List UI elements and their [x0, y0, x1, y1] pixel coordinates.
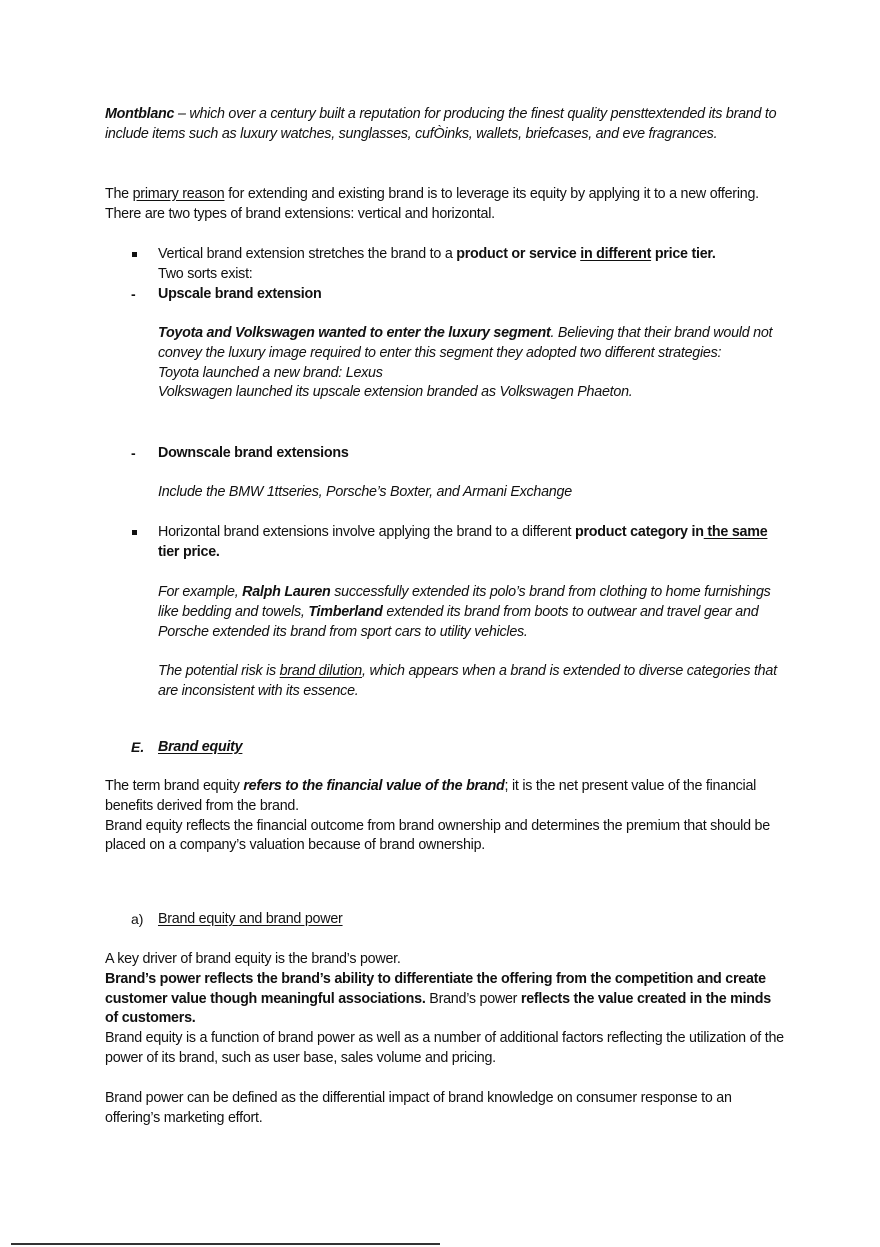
brand-dilution-risk: The potential risk is brand dilution, which appears when a brand is extended to diverse categories that are inconsistent with its essence. [158, 663, 777, 699]
square-bullet-icon [132, 252, 137, 257]
horizontal-example: For example, Ralph Lauren successfully extended its polo’s brand from clothing to home furnishings like bedding and towels, Timberland extended its brand from boots to outwear and travel gear and Porsche extended its brand from sport cars to utility vehicles. [158, 584, 771, 640]
dash-bullet-icon: - [131, 286, 136, 302]
section-e-title: Brand equity [158, 739, 243, 755]
montblanc-paragraph: Montblanc – which over a century built a reputation for producing the finest quality pensttextended its brand to include items such as luxury watches, sunglasses, cufÒinks, wallets, briefcases, and eve fragrances. [105, 106, 777, 142]
montblanc-brand: Montblanc [105, 106, 175, 122]
upscale-example: Toyota and Volkswagen wanted to enter the luxury segment. Believing that their brand would not convey the luxury image required to enter this segment they adopted two different strategies: Toyota launched a new brand: Lexus Volkswagen launched its upscale extension branded as Volkswagen Phaeton. [158, 325, 773, 401]
downscale-heading: Downscale brand extensions [158, 445, 349, 461]
upscale-heading: Upscale brand extension [158, 286, 322, 302]
dash-bullet-icon: - [131, 445, 136, 461]
horizontal-extension-item: Horizontal brand extensions involve applying the brand to a different product category in the same tier price. [158, 524, 768, 560]
subsection-a-title: Brand equity and brand power [158, 911, 343, 927]
downscale-example: Include the BMW 1ttseries, Porsche’s Boxter, and Armani Exchange [158, 484, 572, 500]
section-e-label: E. [131, 739, 145, 755]
brand-power-paragraph: A key driver of brand equity is the brand’s power. Brand’s power reflects the brand’s ability to differentiate the offering from the competition and create customer value though meaningful associations. Brand’s power reflects the value created in the minds of customers. Brand equity is a function of brand power as well as a number of additional factors reflecting the utilization of the power of its brand, such as user base, sales volume and pricing. [105, 951, 784, 1066]
primary-reason-paragraph: The primary reason for extending and existing brand is to leverage its equity by applying it to a new offering. There are two types of brand extensions: vertical and horizontal. [105, 186, 759, 222]
brand-power-definition: Brand power can be defined as the differential impact of brand knowledge on consumer response to an offering’s marketing effort. [105, 1090, 732, 1126]
square-bullet-icon [132, 530, 137, 535]
vertical-extension-item: Vertical brand extension stretches the brand to a product or service in different price tier. Two sorts exist: [158, 246, 716, 282]
subsection-a-label: a) [131, 911, 144, 927]
footnote-separator [11, 1243, 440, 1245]
primary-reason-text: primary reason [132, 186, 225, 202]
brand-equity-definition: The term brand equity refers to the financial value of the brand; it is the net present value of the financial benefits derived from the brand. Brand equity reflects the financial outcome from brand ownership and determines the premium that should be placed on a company’s valuation because of brand ownership. [105, 778, 770, 854]
